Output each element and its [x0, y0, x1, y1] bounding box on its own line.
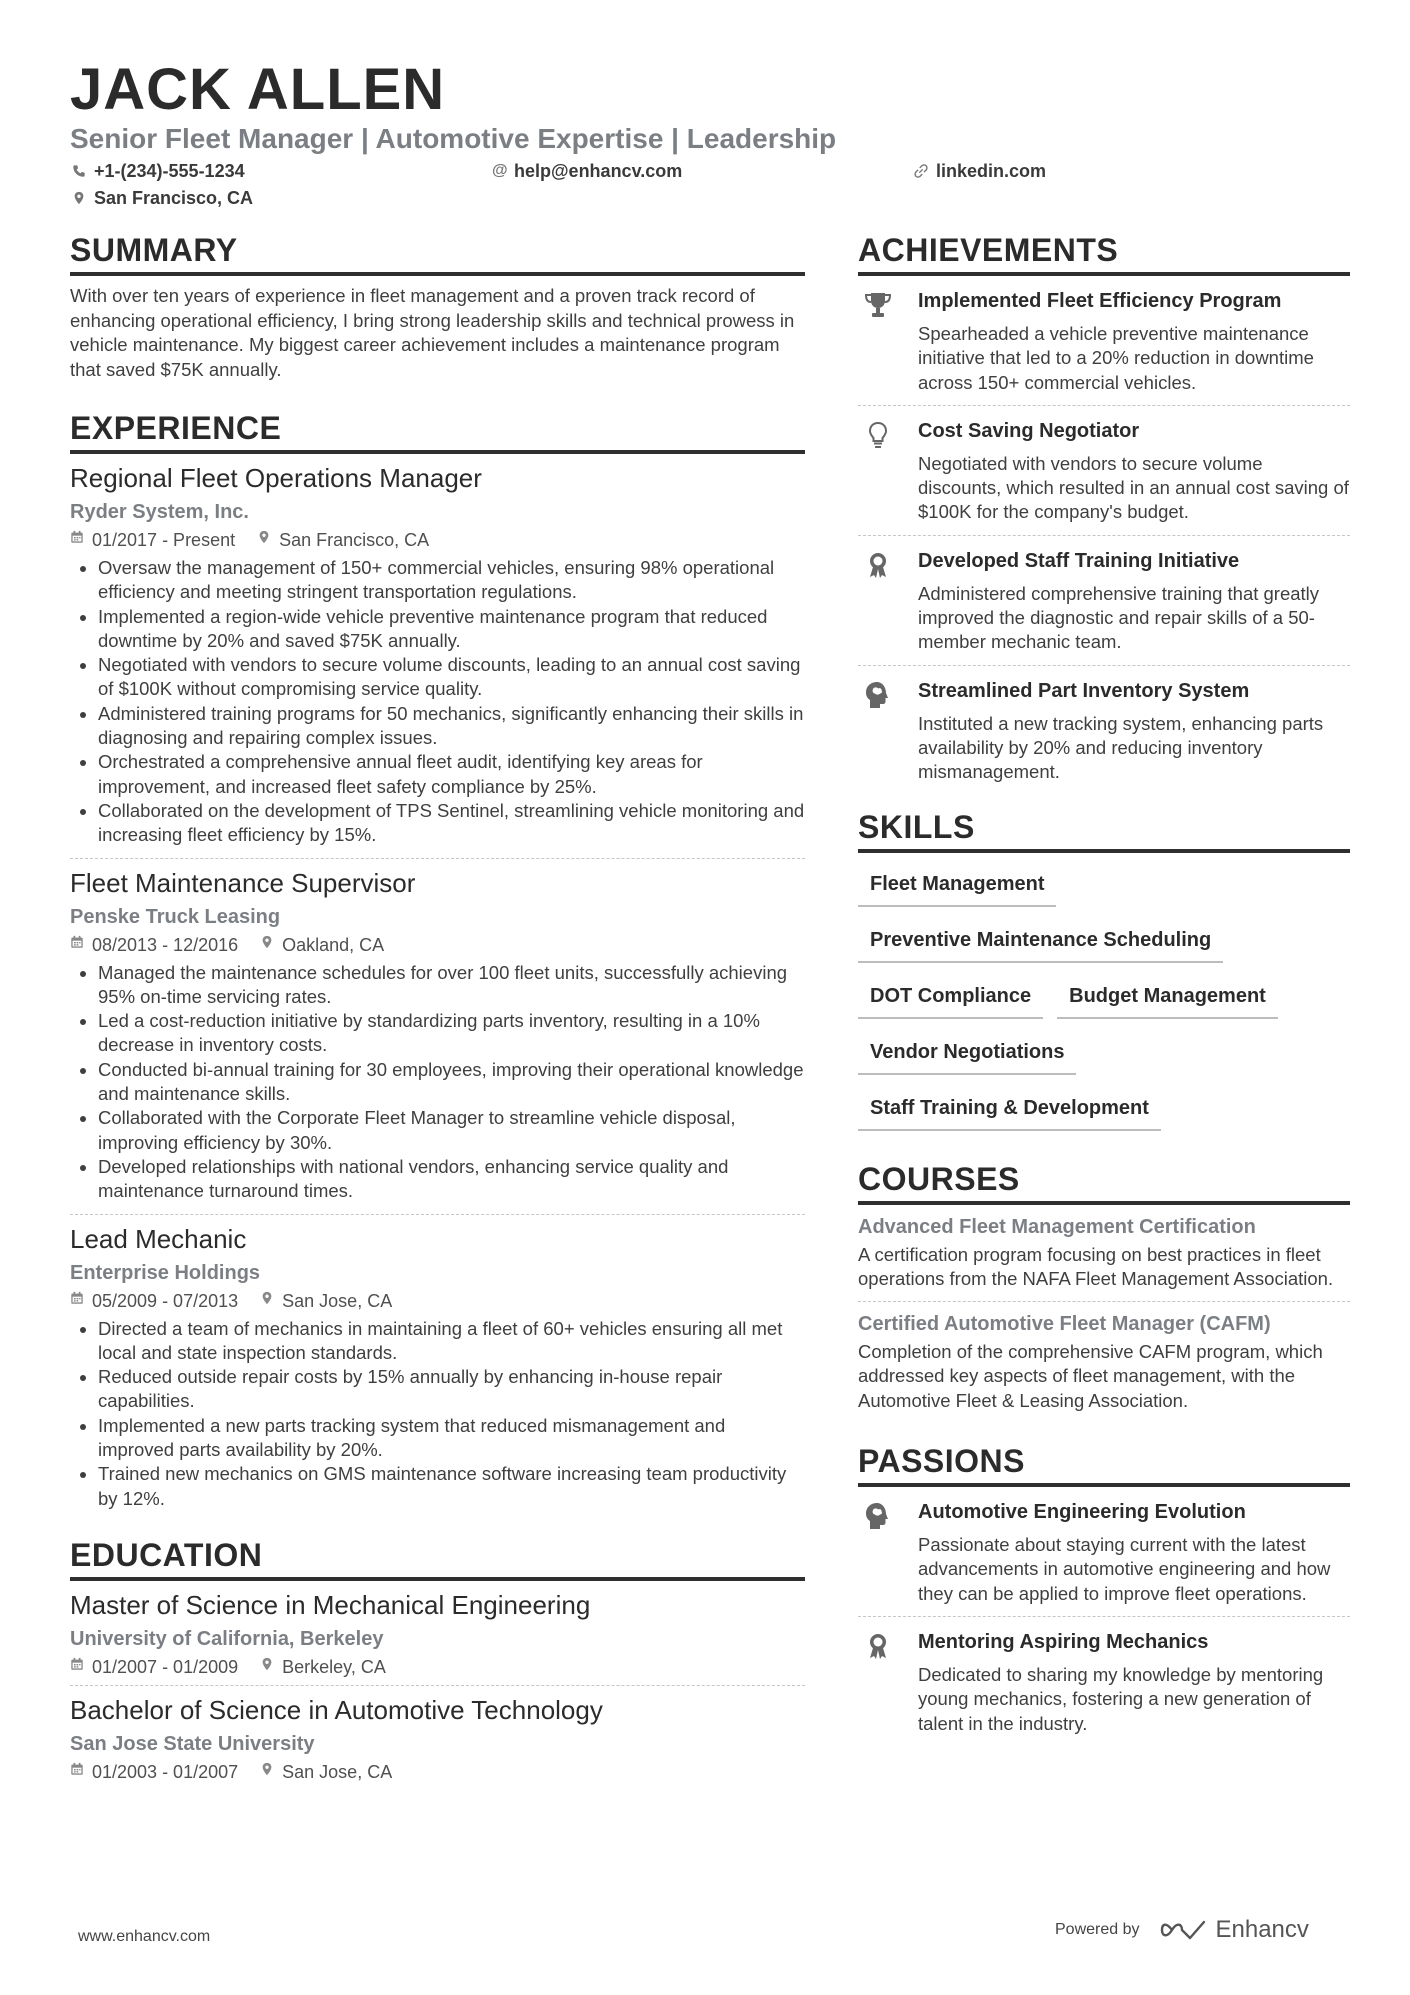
summary-section: [70, 230, 805, 382]
date-text: 01/2003 - 01/2007: [92, 1761, 239, 1782]
company-name: Ryder System, Inc.: [70, 501, 249, 523]
company-name: Enterprise Holdings: [70, 1261, 261, 1284]
brand-logo[interactable]: [1160, 1916, 1309, 1944]
location: [260, 933, 384, 957]
item-description: Passionate about staying current with the latest advancements in automotive engineering and how they can be applied to improve fleet operations.: [918, 1534, 1331, 1604]
lightbulb-icon: [858, 418, 898, 525]
skill-tag: Preventive Maintenance Scheduling: [858, 921, 1223, 963]
bullet-item: • Orchestrated a comprehensive annual fleet audit, identifying key areas for improvement, and increased fleet safety compliance by 25%.: [98, 750, 805, 799]
course-description: A certification program focusing on best practices in fleet operations from the NAFA Fleet Management Association.: [858, 1243, 1334, 1289]
calendar-icon: [70, 1760, 84, 1784]
item-description: Instituted a new tracking system, enhancing parts availability by 20% and reducing inventory mismanagement.: [918, 712, 1324, 783]
skill-tag: Staff Training & Development: [858, 1089, 1161, 1131]
skill-tag: DOT Compliance: [858, 977, 1043, 1019]
item-description: Negotiated with vendors to secure volume discounts, which resulted in an annual cost saving of $100K for the company's budget.: [918, 452, 1349, 523]
experience-item: [70, 859, 805, 1215]
left-column: [70, 230, 805, 1812]
job-title: Fleet Maintenance Supervisor: [70, 867, 416, 898]
job-title: Lead Mechanic: [70, 1223, 247, 1254]
date-range: [70, 1760, 238, 1784]
section-title-passions: PASSIONS: [858, 1441, 1350, 1487]
item-title: Implemented Fleet Efficiency Program: [918, 290, 1282, 312]
education-item: [70, 1686, 805, 1790]
phone-icon: [72, 164, 86, 178]
location-pin-icon: [257, 528, 271, 552]
bullet-item: • Negotiated with vendors to secure volume discounts, leading to an annual cost saving of $100K without compromising service quality.: [98, 653, 805, 702]
education-item: [70, 1581, 805, 1686]
item-title: Mentoring Aspiring Mechanics: [918, 1630, 1209, 1653]
date-text: 01/2017 - Present: [92, 530, 236, 550]
location-text: Berkeley, CA: [282, 1656, 386, 1677]
item-body: [918, 1629, 1350, 1736]
item-body: [918, 1499, 1350, 1606]
date-text: 08/2013 - 12/2016: [92, 934, 239, 955]
achievements-section: [858, 230, 1350, 795]
section-title-courses: COURSES: [858, 1159, 1350, 1205]
link-icon: [914, 164, 928, 178]
bullet-item: • Implemented a new parts tracking system that reduced mismanagement and improved parts availability by 20%.: [98, 1414, 805, 1463]
bullet-item: • Administered training programs for 50 mechanics, significantly enhancing their skills in diagnosing and repairing complex issues.: [98, 702, 805, 751]
location-text: San Francisco, CA: [94, 188, 254, 208]
achievement-item: [858, 666, 1350, 795]
section-title-education: EDUCATION: [70, 1535, 805, 1581]
item-title: Developed Staff Training Initiative: [918, 549, 1240, 572]
bullet-item: • Led a cost-reduction initiative by standardizing parts inventory, resulting in a 10% decrease in inventory costs.: [98, 1009, 805, 1058]
email-text[interactable]: help@enhancv.com: [514, 161, 683, 181]
footer-website[interactable]: www.enhancv.com: [78, 1928, 211, 1945]
passion-item: [858, 1487, 1350, 1617]
section-title-summary: SUMMARY: [70, 230, 805, 276]
linkedin-text[interactable]: linkedin.com: [936, 161, 1047, 181]
date-text: 05/2009 - 07/2013: [92, 1290, 239, 1311]
phone-text: +1-(234)-555-1234: [94, 161, 245, 181]
school-name: University of California, Berkeley: [70, 1627, 384, 1650]
date-text: 01/2007 - 01/2009: [92, 1656, 239, 1677]
location-pin-icon: [260, 1289, 274, 1313]
footer-branding: [1055, 1916, 1309, 1944]
location-pin-icon: [260, 1760, 274, 1784]
contact-location: [72, 187, 253, 209]
contact-linkedin[interactable]: [914, 160, 1046, 182]
experience-section: [70, 408, 805, 1521]
bullet-item: • Collaborated with the Corporate Fleet Manager to streamline vehicle disposal, improving efficiency by 30%.: [98, 1106, 805, 1155]
skills-list: [858, 853, 1350, 1131]
meta-row: [70, 1289, 805, 1313]
location-text: San Jose, CA: [282, 1761, 393, 1782]
bullet-list: [70, 1317, 805, 1511]
contact-email[interactable]: [492, 160, 682, 182]
calendar-icon: [70, 1289, 84, 1313]
item-description: Dedicated to sharing my knowledge by mentoring young mechanics, fostering a new generation of talent in the industry.: [918, 1663, 1324, 1734]
date-range: [70, 1289, 238, 1313]
right-column: [858, 230, 1350, 1768]
section-title-skills: SKILLS: [858, 807, 1350, 853]
bullet-item: • Conducted bi-annual training for 30 employees, improving their operational knowledge and maintenance skills.: [98, 1058, 805, 1107]
course-item: [858, 1205, 1350, 1303]
brand-name: Enhancv: [1215, 1916, 1309, 1943]
candidate-headline: Senior Fleet Manager | Automotive Expertise | Leadership: [70, 123, 837, 154]
location-text: San Jose, CA: [282, 1290, 393, 1311]
section-title-achievements: ACHIEVEMENTS: [858, 230, 1350, 276]
location: [260, 1289, 392, 1313]
calendar-icon: [70, 528, 84, 552]
item-title: Automotive Engineering Evolution: [918, 1501, 1246, 1524]
skill-tag: Budget Management: [1057, 977, 1278, 1019]
date-range: [70, 528, 235, 552]
meta-row: [70, 1760, 805, 1784]
location-text: Oakland, CA: [282, 934, 385, 955]
location-pin-icon: [72, 191, 86, 205]
location: [257, 528, 429, 552]
experience-list: [70, 454, 805, 1521]
experience-item: [70, 1215, 805, 1521]
location: [260, 1760, 392, 1784]
infinity-logo-icon: [1160, 1919, 1206, 1941]
course-item: [858, 1302, 1350, 1423]
item-title: Streamlined Part Inventory System: [918, 679, 1250, 702]
location-pin-icon: [260, 933, 274, 957]
company-name: Penske Truck Leasing: [70, 905, 281, 928]
meta-row: [70, 933, 805, 957]
experience-item: [70, 454, 805, 859]
date-range: [70, 933, 238, 957]
bullet-list: [70, 556, 805, 848]
bullet-item: • Trained new mechanics on GMS maintenance software increasing team productivity by 12%.: [98, 1462, 805, 1511]
achievement-item: [858, 276, 1350, 406]
bullet-item: • Implemented a region-wide vehicle preventive maintenance program that reduced downtime by 20% and saved $75K annually.: [98, 605, 805, 654]
meta-row: [70, 528, 805, 552]
item-title: Cost Saving Negotiator: [918, 419, 1140, 442]
course-title: Certified Automotive Fleet Manager (CAFM): [858, 1313, 1271, 1336]
calendar-icon: [70, 1655, 84, 1679]
education-section: [70, 1535, 805, 1790]
course-description: Completion of the comprehensive CAFM program, which addressed key aspects of fleet management, with the Automotive Fleet & Leasing Association.: [858, 1341, 1323, 1411]
head-brain-icon: [858, 678, 898, 785]
summary-text: With over ten years of experience in fleet management and a proven track record of enhancing operational efficiency, I bring strong leadership skills and technical prowess in vehicle maintenance. My biggest career achievement includes a maintenance program that saved $75K annually.: [70, 285, 795, 380]
date-range: [70, 1655, 238, 1679]
degree-title: Bachelor of Science in Automotive Technology: [70, 1694, 603, 1725]
item-body: [918, 678, 1350, 785]
trophy-icon: [858, 288, 898, 395]
head-brain-icon: [858, 1499, 898, 1606]
contact-phone: [72, 160, 245, 182]
item-body: [918, 288, 1350, 395]
candidate-name: JACK ALLEN: [70, 57, 446, 122]
school-name: San Jose State University: [70, 1732, 315, 1755]
award-ribbon-icon: [858, 548, 898, 655]
location-text: San Francisco, CA: [279, 530, 430, 550]
passions-section: [858, 1441, 1350, 1746]
item-body: [918, 548, 1350, 655]
skills-section: [858, 807, 1350, 1131]
education-list: [70, 1581, 805, 1790]
section-title-experience: EXPERIENCE: [70, 408, 805, 454]
bullet-item: • Collaborated on the development of TPS Sentinel, streamlining vehicle monitoring and increasing fleet efficiency by 15%.: [98, 799, 805, 848]
bullet-item: • Reduced outside repair costs by 15% annually by enhancing in-house repair capabilities.: [98, 1365, 805, 1414]
at-sign-icon: @: [492, 162, 508, 179]
item-description: Spearheaded a vehicle preventive maintenance initiative that led to a 20% reduction in downtime across 150+ commercial vehicles.: [918, 323, 1314, 393]
courses-section: [858, 1159, 1350, 1423]
bullet-list: [70, 961, 805, 1204]
bullet-item: • Managed the maintenance schedules for over 100 fleet units, successfully achieving 95% on-time servicing rates.: [98, 961, 805, 1010]
passion-item: [858, 1617, 1350, 1746]
skill-tag: Vendor Negotiations: [858, 1033, 1076, 1075]
bullet-item: • Directed a team of mechanics in maintaining a fleet of 60+ vehicles ensuring all met local and state inspection standards.: [98, 1317, 805, 1366]
item-description: Administered comprehensive training that greatly improved the diagnostic and repair skills of a 50-member mechanic team.: [918, 582, 1320, 653]
item-body: [918, 418, 1350, 525]
achievement-item: [858, 536, 1350, 666]
course-title: Advanced Fleet Management Certification: [858, 1215, 1256, 1238]
award-ribbon-icon: [858, 1629, 898, 1736]
passions-list: [858, 1487, 1350, 1746]
location-pin-icon: [260, 1655, 274, 1679]
meta-row: [70, 1655, 805, 1679]
calendar-icon: [70, 933, 84, 957]
powered-by-text: Powered by: [1055, 1921, 1140, 1938]
skill-tag: Fleet Management: [858, 865, 1056, 907]
achievements-list: [858, 276, 1350, 795]
bullet-item: • Developed relationships with national vendors, enhancing service quality and maintenance turnaround times.: [98, 1155, 805, 1204]
location: [260, 1655, 386, 1679]
courses-list: [858, 1205, 1350, 1423]
bullet-item: • Oversaw the management of 150+ commercial vehicles, ensuring 98% operational efficiency and meeting stringent transportation regulations.: [98, 556, 805, 605]
degree-title: Master of Science in Mechanical Engineering: [70, 1589, 591, 1620]
achievement-item: [858, 406, 1350, 536]
job-title: Regional Fleet Operations Manager: [70, 463, 482, 493]
